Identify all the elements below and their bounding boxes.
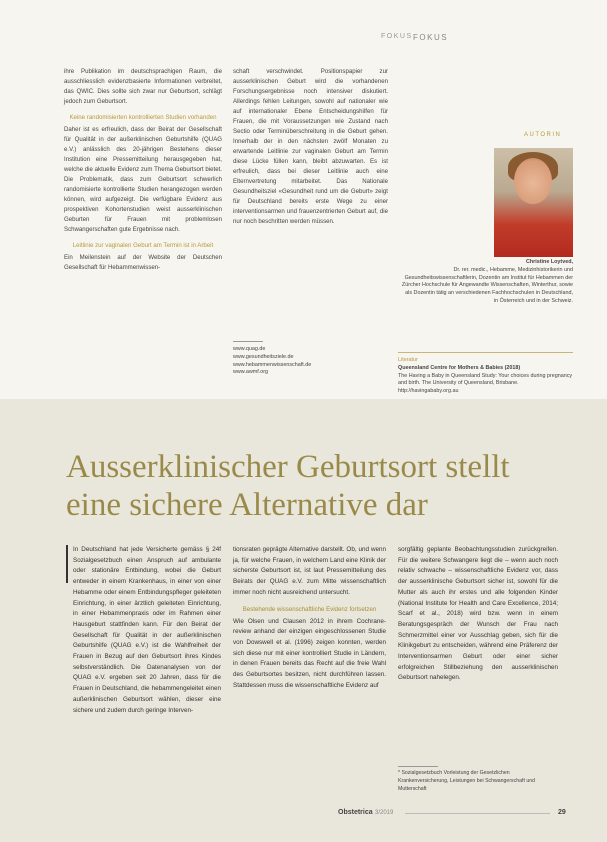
reference-item: www.awmf.org [233,369,269,376]
literature-rule [398,352,573,353]
article-title-line1: Ausserklinischer Geburtsort stellt [66,449,510,485]
author-caption [400,259,573,306]
footer-issue: 3/2019 [375,810,394,816]
reference-item: www.hebammenwissenschaft.de [233,361,312,368]
author-name: Christine Loytved, [525,259,573,265]
reference-item: www.gesundheitsziele.de [233,353,294,360]
author-photo [494,148,573,257]
article-col2-subheading: Bestehende wissenschaftliche Evidenz fortsetzen [242,605,377,613]
top-col1-para2: Daher ist es erfreulich, dass der Beirat der Gesellschaft für Qualität in der außerklinischen Geburtshilfe (QUAG e.V.) anlässlich des 20-jährigen Bestehens dieser Institution eine Pressemitteilung herausgegeben hat, welche die aktuelle Evidenz zum Thema Geburtsort bietet. Die Problematik, dass zum Geburtsort schwerlich randomisierte kontrollierte Studien herangezogen werden können, wird aufgezeigt. Die verfügbare Evidenz aus prospektiven Kohortenstudien weist ausserklinischen Geburten für Frauen mit problemlosen Schwangerschaften gute Ergebnisse nach. [64,126,222,233]
top-col1-para3: Ein Meilenstein auf der Website der Deutschen Gesellschaft für Hebammenwissen- [64,254,222,271]
article-column-3: sorgfältig geplante Beobachtungsstudien zurückgreifen. Für die weitere Schwangere liegt die – wenn auch noch relativ schwache – wissenschaftliche Evidenz vor, dass der ausserklinische Geburtsort sicher ist, sowohl für die Mutter als auch ihr erstes und alle folgenden Kinder (National Institute for Health and Care Excellence, 2014; Scarf et al., 2018) wird bzw. wenn in einem Beratungsgespräch der Wunsch der Frau nach Schmerzmittel einer vor Ausschlag geben, sich für die Klinikgeburt zu entscheiden, während eine Präferenz der Interventionsarmen Geburt oder einer sicher erfolgreichen Stillbeziehung den ausserklinischen Geburtsort nahelegen. [398,546,558,682]
article-column-1: In Deutschland hat jede Versicherte gemäss § 24f Sozialgesetzbuch einen Anspruch auf ambulante oder stationäre Entbindung, wobei die Geburt entweder in einem Krankenhaus, in einer von einer Hebamme oder einem Entbindungspfleger geleiteten Einrichtung, in einer ärztlich geleiteten Einrichtung, in einer Hebammenpraxis oder im Rahmen einer Hausgeburt stattfinden kann. Für den Beirat der Gesellschaft für Qualität in der außerklinischen Geburtshilfe (QUAG e.V.) ist die Wahlfreiheit der Frauen in Bezug auf den Geburtsort ihres Kindes selbstverständlich. Die Datenanalysen von der QUAG e.V. ergeben seit 20 Jahren, dass für die Frauen in Deutschland, die hebammengeleitet einen außerklinischen Geburtsort wählen, dieser eine sichere und zudem durch geringe Interven- [73,546,221,714]
page-number: 29 [558,809,566,816]
top-col1-subheading1: Keine randomisierten kontrollierten Studien vorhanden [69,114,217,121]
top-col1-subheading2: Leitlinie zur vaginalen Geburt am Termin ist in Arbeit [72,242,214,249]
footnote-rule [398,766,438,767]
header-section: FOKUS [413,33,449,42]
article-col2-part2: Wie Olsen und Clausen 2012 in ihrem Cochrane-review anhand der einzigen eingeschlossenen Studie von Dowswell et al. (1996) zeigen konnten, werden sich diese nur mit einer kontrolliert Studie in Ländern, in denen Frauen bereits das Recht auf die freie Wahl des Geburtsortes besitzen, nicht durchführen lassen. Stattdessen muss die wissenschaftliche Evidenz auf [233,617,386,689]
author-label: AUTORIN [524,132,562,138]
top-col1-para1: ihre Publikation im deutschsprachigen Raum, die ausschliesslich evidenzbasierte Informationen verbreitet, das QWIC. Dies sollte sich zwar nur Geburtsort, schlägt jedoch zum Geburtsort. [64,68,222,105]
article-title [66,448,510,524]
dropcap-bar [66,545,68,583]
author-bio: Dr. rer. medic., Hebamme, Medizinhistorikerin und Gesundheitswissenschaftlerin, Dozentin am Institut für Hebammen der Zürcher Hochschule für Angewandte Wissenschaften, Winterthur, sowie als Dozentin tätig an verschiedenen Fachhochschulen in Deutschland, in Österreich und in der Schweiz. [401,266,573,304]
footnote: * Sozialgesetzbuch Vorleistung der Gesetzlichen Krankenversicherung, Leistungen bei Schwangerschaft und Mutterschaft [398,770,535,792]
footer-rule [405,813,550,814]
refs-divider [233,341,263,342]
literature-label: Literatur [398,357,418,363]
literature-entry-title: Queensland Centre for Mothers & Babies (2018) [398,364,521,371]
top-column-2 [233,67,388,227]
reference-item: www.quag.de [233,346,266,352]
top-column-1 [64,67,222,273]
literature-box [398,357,573,396]
article-column-2 [233,545,386,691]
top-col2-para1: schaft verschwindet. Positionspapier zur ausserklinischen Geburt wird die vorhandenen Forschungsergebnisse noch intensiver diskutiert. Allerdings fehlen Leitungen, sowohl auf nationaler wie auf internationaler Ebene Entscheidungshilfen für Frauen, die mit Voraussetzungen wie Zustand nach Sectio oder Terminüberschreitung in die Geburt gehen. Innerhalb der in den nächsten zwölf Monaten zu erwartende Leitlinie zur vaginalen Geburt am Termin diese Lücke füllen kann, bleibt abzuwarten. Es ist erfreulich, dass bei dieser Leitlinie auch eine Elternvertretung mitarbeitet. Das Nationale Gesundheitsziel «Gesundheit rund um die Geburt» zeigt für Deutschland bereits erste Wege zu einer interventionsarmen und frauenzentrierten Geburt auf, die nur noch beschritten werden müssen. [233,68,388,225]
article-title-line2: eine sichere Alternative dar [66,487,428,523]
literature-entry-text: The Having a Baby in Queensland Study: Your choices during pregnancy and birth. The University of Queensland, Brisbane. http://havingababy.org.au [398,372,573,395]
footer-journal: Obstetrica [338,809,373,816]
author-face [514,158,552,204]
references-list [233,346,383,377]
article-col2-part1: tionsraten geprägte Alternative darstellt. Ob, und wenn ja, für welche Frauen, in welchem Land eine Klinik der sicherste Geburtsort ist, ist laut Pressemitteilung des Beirats der QUAG e.V. zum Mitte wissenschaftlich immer noch nicht ausreichend untersucht. [233,546,386,596]
header-section-small: FOKUS [381,33,413,40]
